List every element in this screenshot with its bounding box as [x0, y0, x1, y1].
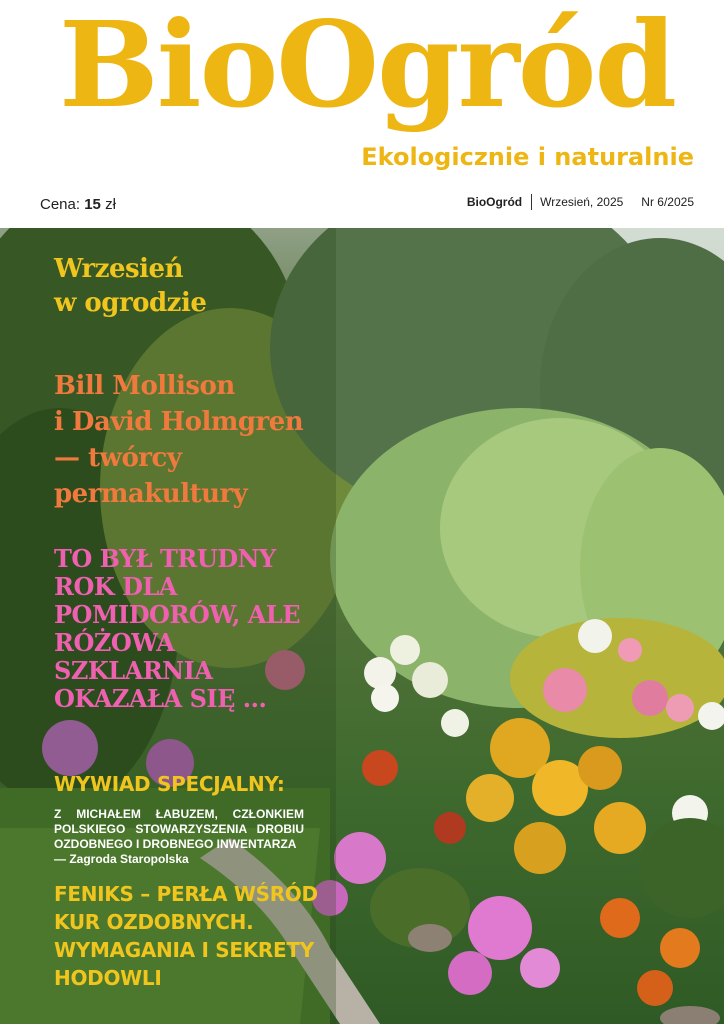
headline-line: permakultury [54, 479, 248, 509]
headline-line: Wrzesień [54, 254, 183, 284]
headline-september[interactable] [54, 252, 206, 320]
headline-line: — twórcy [54, 443, 182, 473]
headline-interview[interactable]: WYWIAD SPECJALNY: [54, 772, 285, 796]
issue-date: Wrzesień, 2025 [540, 195, 624, 209]
headline-line: TO BYŁ TRUDNY [54, 544, 276, 573]
headline-line: WYMAGANIA I SEKRETY [54, 938, 314, 962]
interview-description [54, 807, 304, 867]
headline-line: KUR OZDOBNYCH. [54, 910, 254, 934]
price-currency: zł [105, 196, 116, 213]
headline-line: Bill Mollison [54, 371, 235, 401]
headline-permaculture-founders[interactable] [54, 368, 303, 512]
headline-line: FENIKS – PERŁA WŚRÓD [54, 882, 318, 906]
headline-line: w ogrodzie [54, 288, 207, 318]
interview-source: — Zagroda Staropolska [54, 852, 189, 866]
price [40, 196, 116, 213]
headline-line: POMIDORÓW, ALE [54, 600, 301, 629]
tagline: Ekologicznie i naturalnie [361, 143, 694, 171]
headline-line: SZKLARNIA [54, 656, 213, 685]
price-label: Cena: [40, 196, 81, 213]
headline-line: ROK DLA [54, 572, 177, 601]
headline-line: HODOWLI [54, 966, 162, 990]
headline-tomatoes[interactable] [54, 545, 300, 713]
magazine-logo: BioOgród [59, 0, 675, 134]
price-value: 15 [84, 196, 101, 213]
interview-text: Z MICHAŁEM ŁABUZEM, CZŁONKIEM POLSKIEGO STOWARZYSZENIA DROBIU OZDOBNEGO I DROBNEGO INWENTARZA [54, 807, 304, 851]
divider [531, 194, 532, 210]
issue-brand: BioOgród [466, 195, 523, 209]
headline-line: RÓŻOWA [54, 628, 175, 657]
issue-info [467, 194, 694, 210]
headline-line: OKAZAŁA SIĘ ... [54, 684, 267, 713]
headline-feniks[interactable] [54, 880, 318, 992]
issue-number: Nr 6/2025 [641, 195, 694, 209]
masthead [0, 0, 724, 228]
headline-line: i David Holmgren [54, 407, 304, 437]
